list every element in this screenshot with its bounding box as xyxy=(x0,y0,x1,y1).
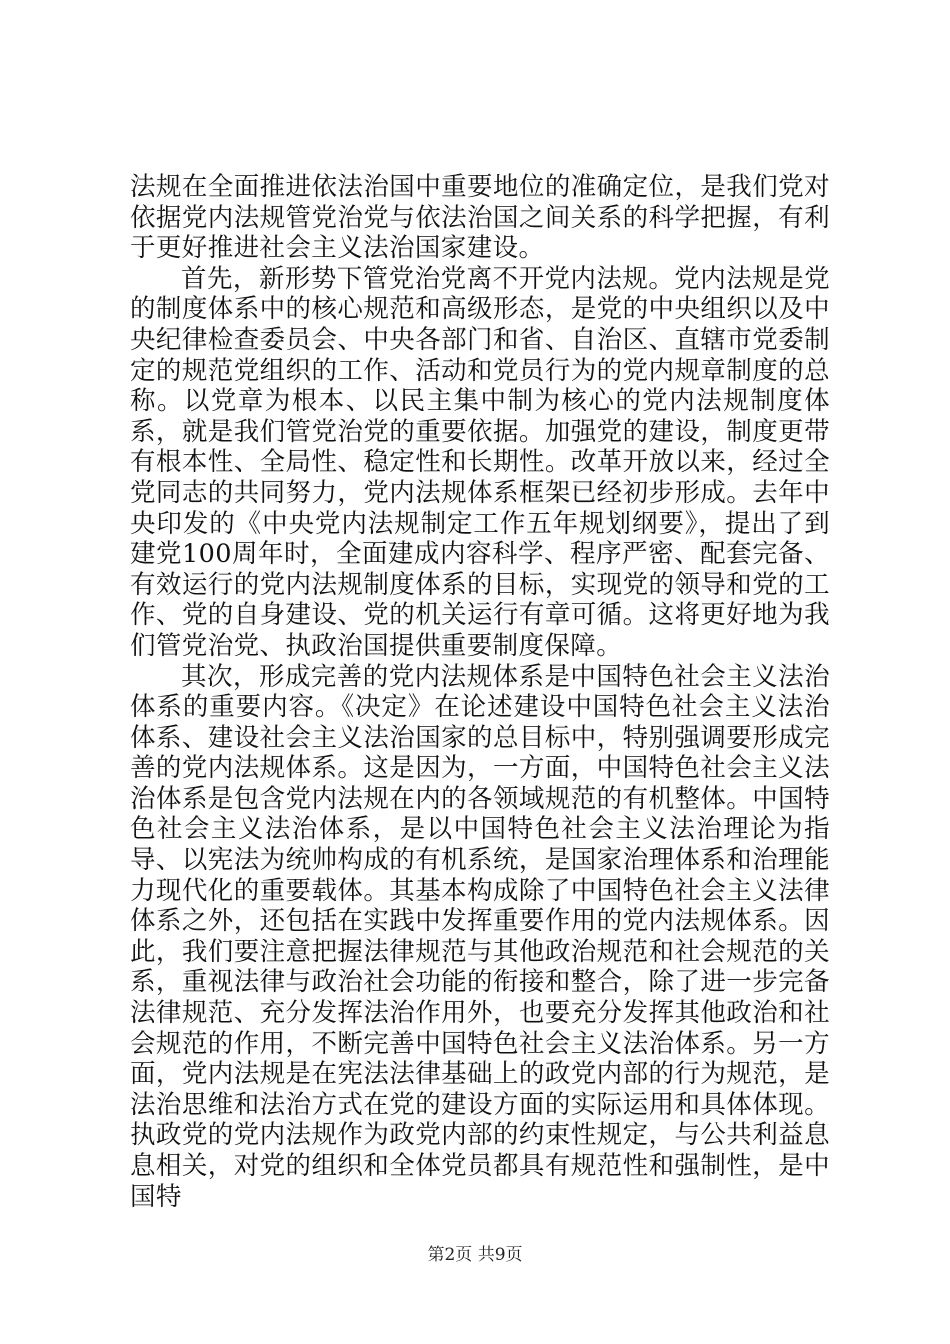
paragraph-3: 其次，形成完善的党内法规体系是中国特色社会主义法治体系的重要内容。《决定》在论述建设中国特色社会主义法治体系、建设社会主义法治国家的总目标中，特别强调要形成完善的党内法规体系。这是因为，一方面，中国特色社会主义法治体系是包含党内法规在内的各领域规范的有机整体。中国特色社会主义法治体系，是以中国特色社会主义法治理论为指导、以宪法为统帅构成的有机系统，是国家治理体系和治理能力现代化的重要载体。其基本构成除了中国特色社会主义法律体系之外，还包括在实践中发挥重要作用的党内法规体系。因此，我们要注意把握法律规范与其他政治规范和社会规范的关系，重视法律与政治社会功能的衔接和整合，除了进一步完备法律规范、充分发挥法治作用外，也要充分发挥其他政治和社会规范的作用，不断完善中国特色社会主义法治体系。另一方面，党内法规是在宪法法律基础上的政党内部的行为规范，是法治思维和法治方式在党的建设方面的实际运用和具体体现。执政党的党内法规作为政党内部的约束性规定，与公共利益息息相关，对党的组织和全体党员都具有规范性和强制性，是中国特 xyxy=(130,661,830,1212)
paragraph-1: 法规在全面推进依法治国中重要地位的准确定位，是我们党对依据党内法规管党治党与依法治国之间关系的科学把握，有利于更好推进社会主义法治国家建设。 xyxy=(130,172,830,264)
paragraph-2: 首先，新形势下管党治党离不开党内法规。党内法规是党的制度体系中的核心规范和高级形态，是党的中央组织以及中央纪律检查委员会、中央各部门和省、自治区、直辖市党委制定的规范党组织的工作、活动和党员行为的党内规章制度的总称。以党章为根本、以民主集中制为核心的党内法规制度体系，就是我们管党治党的重要依据。加强党的建设，制度更带有根本性、全局性、稳定性和长期性。改革开放以来，经过全党同志的共同努力，党内法规体系框架已经初步形成。去年中央印发的《中央党内法规制定工作五年规划纲要》，提出了到建党100周年时，全面建成内容科学、程序严密、配套完备、有效运行的党内法规制度体系的目标，实现党的领导和党的工作、党的自身建设、党的机关运行有章可循。这将更好地为我们管党治党、执政治国提供重要制度保障。 xyxy=(130,263,830,661)
page-number-footer: 第2页 共9页 xyxy=(427,1245,523,1265)
document-body xyxy=(130,172,830,1212)
